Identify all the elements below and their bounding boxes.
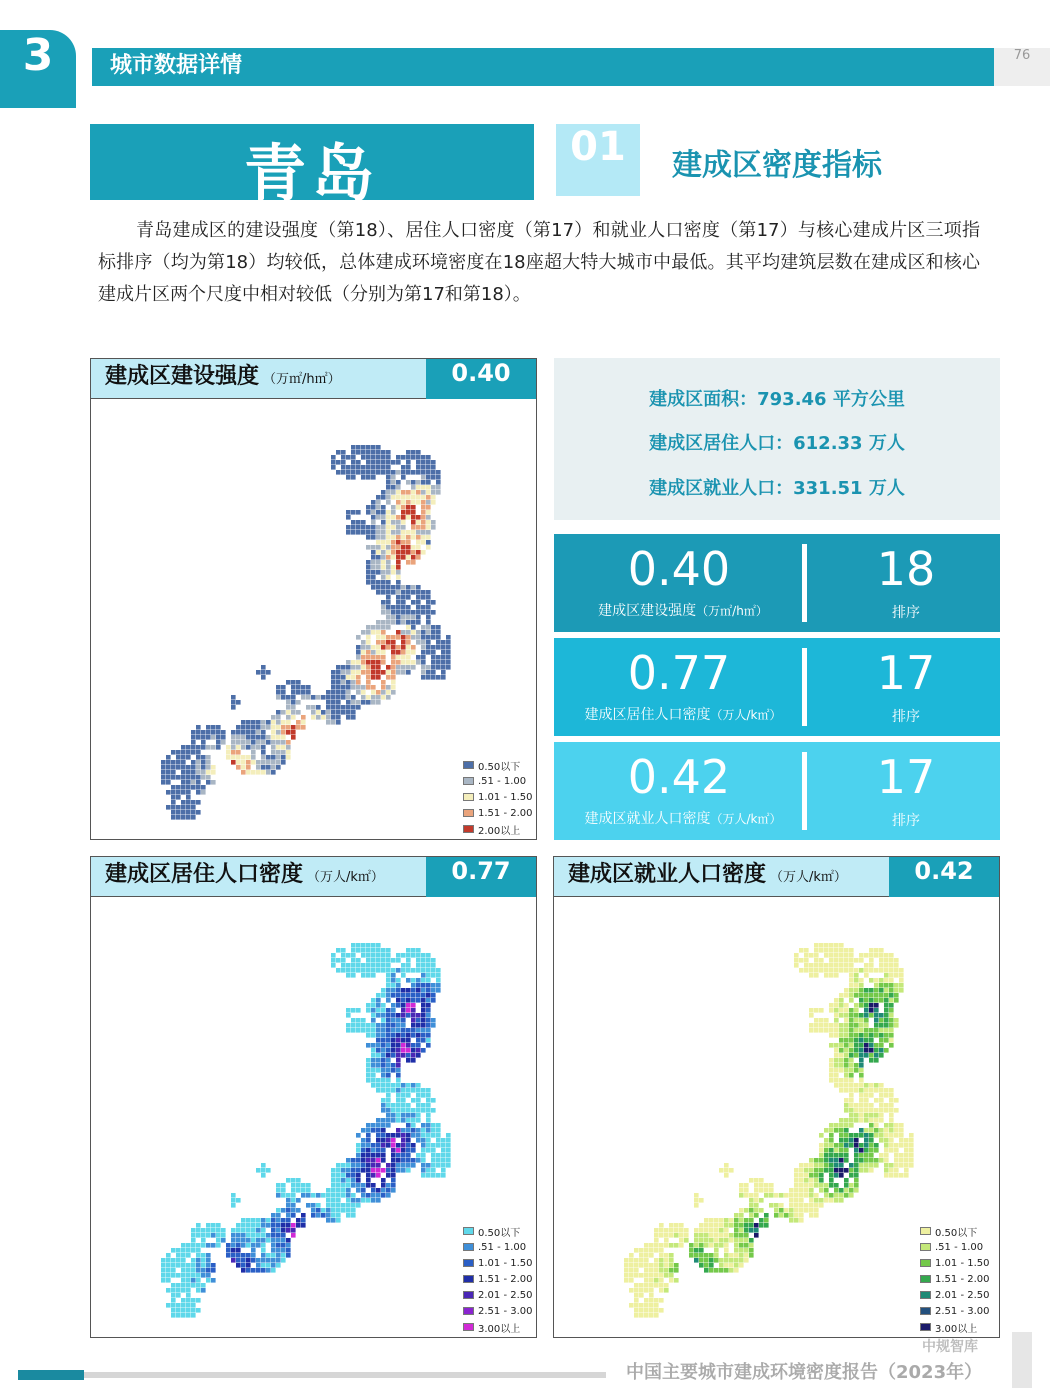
footer-bar-light xyxy=(84,1372,606,1378)
map-legend xyxy=(463,1223,533,1335)
legend-label: .51 - 1.00 xyxy=(478,1241,527,1253)
legend-label: .51 - 1.00 xyxy=(478,775,527,787)
metric-rank-label: 排序 xyxy=(892,813,920,829)
metric-rank: 17 xyxy=(876,646,936,700)
legend-label: 1.01 - 1.50 xyxy=(478,1257,533,1269)
legend-swatch xyxy=(920,1323,931,1331)
legend-swatch xyxy=(463,809,474,817)
stats-box xyxy=(554,358,1000,520)
footer-bar-dark xyxy=(18,1370,84,1380)
map-panel-construction-intensity xyxy=(90,358,537,840)
watermark: 中规智库 xyxy=(922,1339,978,1355)
legend-label: 1.51 - 2.00 xyxy=(935,1273,990,1285)
panel-header xyxy=(554,857,999,897)
legend-item xyxy=(463,1223,533,1239)
legend-swatch xyxy=(463,1291,474,1299)
panel-header xyxy=(91,359,536,399)
legend-label: 1.01 - 1.50 xyxy=(935,1257,990,1269)
report-title: 中国主要城市建成环境密度报告（2023年） xyxy=(626,1362,983,1383)
map-legend xyxy=(463,757,533,837)
legend-label: .51 - 1.00 xyxy=(935,1241,984,1253)
page-number: 76 xyxy=(1013,48,1031,63)
legend-label: 1.51 - 2.00 xyxy=(478,807,533,819)
legend-item xyxy=(463,1239,533,1255)
legend-label: 2.00以上 xyxy=(478,825,521,837)
metric-rank-label: 排序 xyxy=(892,605,920,621)
legend-swatch xyxy=(463,761,474,769)
panel-value: 0.77 xyxy=(426,857,536,897)
metric-rank: 17 xyxy=(876,750,936,804)
stat-area: 建成区面积：793.46 平方公里 xyxy=(649,389,905,410)
map-panel-resident-density xyxy=(90,856,537,1338)
city-name: 青岛 xyxy=(243,137,380,210)
panel-unit: （万人/k㎡） xyxy=(770,870,847,885)
legend-label: 1.01 - 1.50 xyxy=(478,791,533,803)
legend-swatch xyxy=(463,793,474,801)
legend-label: 1.51 - 2.00 xyxy=(478,1273,533,1285)
legend-swatch xyxy=(463,1275,474,1283)
legend-swatch xyxy=(463,1323,474,1331)
index-number: 01 xyxy=(570,124,626,170)
legend-item xyxy=(463,1287,533,1303)
legend-swatch xyxy=(463,1307,474,1315)
legend-item xyxy=(463,1319,533,1335)
legend-item xyxy=(463,757,533,773)
metric-caption: 建成区建设强度（万㎡/h㎡） xyxy=(598,603,768,619)
legend-swatch xyxy=(920,1275,931,1283)
metric-value: 0.77 xyxy=(627,646,731,700)
legend-swatch xyxy=(920,1227,931,1235)
section-title: 城市数据详情 xyxy=(110,53,243,78)
stat-employment-population: 建成区就业人口：331.51 万人 xyxy=(649,478,905,499)
metric-caption: 建成区居住人口密度（万人/k㎡） xyxy=(584,707,782,723)
metric-card-resident-density xyxy=(554,638,1000,736)
stat-resident-population: 建成区居住人口：612.33 万人 xyxy=(649,433,905,454)
legend-item xyxy=(463,1271,533,1287)
legend-label: 2.51 - 3.00 xyxy=(935,1305,990,1317)
panel-value: 0.40 xyxy=(426,359,536,399)
legend-swatch xyxy=(463,1243,474,1251)
legend-swatch xyxy=(920,1291,931,1299)
metric-divider xyxy=(802,648,807,726)
metric-value: 0.42 xyxy=(627,750,731,804)
legend-label: 2.01 - 2.50 xyxy=(935,1289,990,1301)
metric-divider xyxy=(802,544,807,622)
footer-block xyxy=(1012,1332,1032,1388)
legend-item xyxy=(463,1255,533,1271)
panel-header xyxy=(91,857,536,897)
legend-item xyxy=(463,821,533,837)
panel-value: 0.42 xyxy=(889,857,999,897)
metric-divider xyxy=(802,752,807,830)
panel-title: 建成区建设强度 （万㎡/h㎡） xyxy=(105,364,341,389)
legend-item xyxy=(463,789,533,805)
legend-swatch xyxy=(920,1307,931,1315)
legend-label: 3.00以上 xyxy=(478,1323,521,1335)
legend-label: 0.50以下 xyxy=(478,1227,521,1239)
legend-item xyxy=(920,1255,990,1271)
legend-swatch xyxy=(463,1259,474,1267)
metric-card-construction-intensity xyxy=(554,534,1000,632)
legend-label: 0.50以下 xyxy=(478,761,521,773)
legend-item xyxy=(920,1223,990,1239)
panel-unit: （万人/k㎡） xyxy=(307,870,384,885)
metric-rank-label: 排序 xyxy=(892,709,920,725)
legend-item xyxy=(920,1319,990,1335)
legend-item xyxy=(920,1239,990,1255)
legend-item xyxy=(463,773,533,789)
legend-item xyxy=(920,1303,990,1319)
legend-item xyxy=(463,805,533,821)
map-panel-employment-density xyxy=(553,856,1000,1338)
legend-swatch xyxy=(920,1259,931,1267)
legend-label: 0.50以下 xyxy=(935,1227,978,1239)
panel-title: 建成区就业人口密度 （万人/k㎡） xyxy=(568,862,847,887)
legend-label: 2.51 - 3.00 xyxy=(478,1305,533,1317)
legend-label: 2.01 - 2.50 xyxy=(478,1289,533,1301)
panel-title: 建成区居住人口密度 （万人/k㎡） xyxy=(105,862,384,887)
metric-rank: 18 xyxy=(876,542,936,596)
legend-swatch xyxy=(463,825,474,833)
legend-item xyxy=(463,1303,533,1319)
legend-item xyxy=(920,1271,990,1287)
map-legend xyxy=(920,1223,990,1335)
metric-caption: 建成区就业人口密度（万人/k㎡） xyxy=(584,811,782,827)
section-heading: 建成区密度指标 xyxy=(672,148,882,183)
legend-swatch xyxy=(463,1227,474,1235)
legend-item xyxy=(920,1287,990,1303)
metric-card-employment-density xyxy=(554,742,1000,840)
legend-label: 3.00以上 xyxy=(935,1323,978,1335)
legend-swatch xyxy=(463,777,474,785)
legend-swatch xyxy=(920,1243,931,1251)
intro-paragraph: 青岛建成区的建设强度（第18）、居住人口密度（第17）和就业人口密度（第17）与核心建成片区三项指标排序（均为第18）均较低，总体建成环境密度在18座超大特大城市中最低。其平均建筑层数在建成区和核心建成片区两个尺度中相对较低（分别为第17和第18）。 xyxy=(98,220,980,306)
metric-value: 0.40 xyxy=(627,542,731,596)
section-number: 3 xyxy=(22,30,54,81)
panel-unit: （万㎡/h㎡） xyxy=(263,372,341,387)
